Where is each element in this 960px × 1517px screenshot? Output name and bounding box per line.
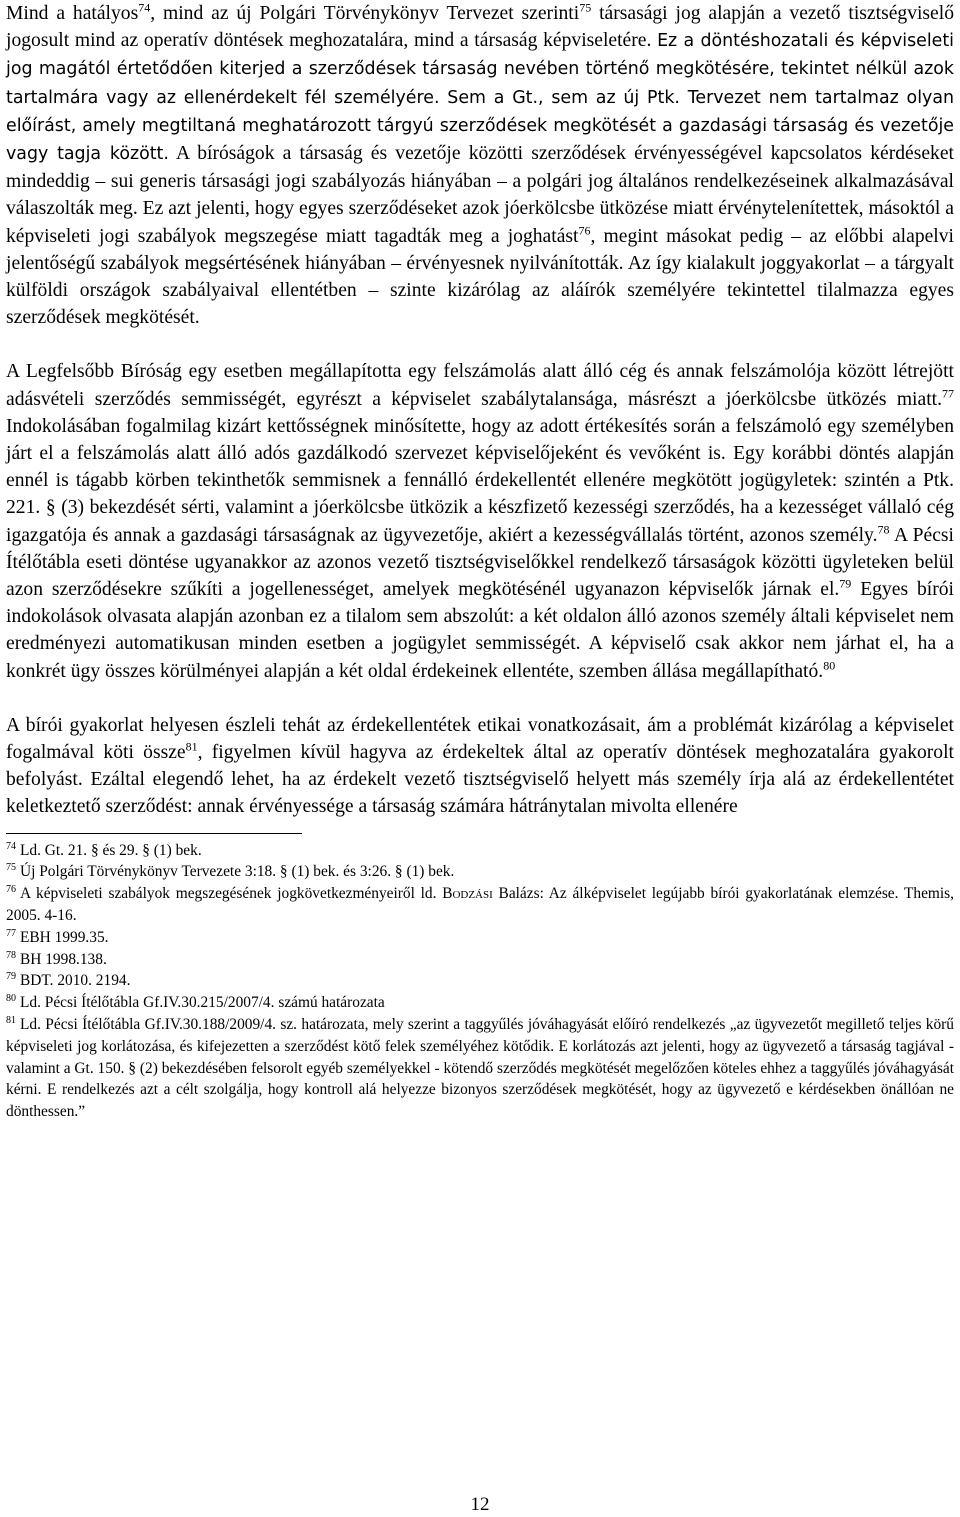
footnote-number: 74 — [6, 840, 16, 852]
footnote — [6, 1014, 954, 1123]
text-run: , mind az új Polgári Törvénykönyv Tervezet szerinti — [150, 3, 580, 24]
footnote-number: 80 — [6, 993, 16, 1005]
footnotes — [6, 840, 954, 1123]
text-run: A Pécsi Ítélőtábla eseti döntése ugyanakkor az azonos vezető tisztségviselőkkel rendelkező társaságok közötti ügyleteken belül azon szerződésekre szűkíti a jogellenességet, amelyek megkötésénél ugyanazon képviselők járnak el. — [6, 524, 954, 601]
paragraph — [6, 712, 954, 821]
footnote-reference[interactable]: 76 — [578, 223, 591, 238]
paragraph — [6, 0, 954, 331]
text-run: Tervezet nem tartalmaz olyan előírást, amely megtiltaná meghatározott tárgyú szerződések megkötését a gazdasági társaság és vezetője vagy tagja között. — [6, 87, 954, 165]
footnote — [6, 992, 954, 1014]
text-run: Ld. Pécsi Ítélőtábla Gf.IV.30.188/2009/4. sz. határozata, mely szerint a taggyűlés jóváhagyását előíró rendelkezés „az ügyvezetőt megillető teljes körű képviseleti jog korlátozása, és kifejezetten a szerződést kötő felek személyéhez kötődik. E korlátozás azt jelenti, hogy az ügyvezető a társaság tagjával - valamint a Gt. 150. § (2) bekezdésében felsorolt egyéb személyekkel - kötendő szerződés megkötését megelőzően köteles ehhez a taggyűlés jóváhagyását kérni. E rendelkezés azt a célt szolgálja, hogy kontroll alá helyezze bizonyos szerződések megkötését, hogy az ügyvezető e kérdésekben önállóan ne dönthessen.” — [6, 1016, 954, 1121]
text-run: Balázs: Az álképviselet legújabb bírói gyakorlatának elemzése. Themis, 2005. 4-16. — [6, 885, 954, 925]
footnote-reference[interactable]: 78 — [877, 522, 890, 537]
footnote — [6, 970, 954, 992]
text-run: Új Polgári Törvénykönyv Tervezete 3:18. § (1) bek. és 3:26. § (1) bek. — [20, 863, 455, 881]
text-run: A bíróságok a társaság és vezetője közötti szerződések érvényességével kapcsolatos kérdéseket mindeddig – sui generis társasági jogi szabályozás hiányában – a polgári jog általános rendelkezéseinek alkalmazásával válaszolták meg. Ez azt jelenti, hogy egyes szerződéseket azok jóerkölcsbe ütközése miatt érvénytelenítettek, másoktól a képviseleti jogi szabályok megszegése miatt tagadták meg a joghatást — [6, 143, 954, 247]
body-text — [6, 0, 954, 821]
text-run: Bodzási — [442, 885, 493, 903]
text-run: , figyelmen kívül hagyva az érdekeltek által az operatív döntések meghozatalára gyakorolt befolyást. Ezáltal elegendő lehet, ha az érdekelt vezető tisztségviselő helyett más személy írja alá az érdekellentétet keletkeztető szerződést: annak érvényessége a társaság számára hátránytalan mivolta ellenére — [6, 742, 954, 818]
footnote — [6, 861, 954, 883]
footnote-number: 75 — [6, 862, 16, 874]
text-run: BDT. 2010. 2194. — [20, 972, 131, 990]
footnote-number: 79 — [6, 971, 16, 983]
footnote-reference[interactable]: 79 — [839, 576, 852, 591]
text-run: A Legfelsőbb Bíróság egy esetben megállapította egy felszámolás alatt álló cég és annak felszámolója között létrejött adásvételi szerződés semmisségét, egyrészt a képviselet szabálytalansága, másrészt a jóerkölcsbe ütközés miatt. — [6, 361, 954, 410]
footnote-number: 78 — [6, 949, 16, 961]
footnote-reference[interactable]: 74 — [138, 0, 151, 15]
text-run: Ez a döntéshozatali és képviseleti jog magától értetődően kiterjed a szerződések társaság nevében történő megkötésére, tekintet nélkül azok tartalmára vagy az ellenérdekelt fél személyére. Sem a Gt., sem az új Ptk. — [6, 31, 955, 108]
footnote-number: 77 — [6, 927, 16, 939]
footnote-number: 76 — [6, 884, 16, 896]
footnote-separator — [6, 833, 302, 834]
footnote-reference[interactable]: 80 — [823, 658, 836, 673]
text-run: Mind a hatályos — [6, 3, 139, 24]
footnote — [6, 949, 954, 971]
text-run: A képviseleti szabályok megszegésének jogkövetkezményeiről ld. — [20, 885, 443, 903]
text-run: társasági jog alapján a vezető tisztségviselő jogosult mind az operatív döntések meghozatalára, mind a társaság képviseletére. — [6, 3, 954, 52]
footnote — [6, 840, 954, 862]
footnote-reference[interactable]: 77 — [942, 386, 954, 401]
footnote-reference[interactable]: 75 — [579, 0, 592, 15]
footnote-reference[interactable]: 81 — [185, 739, 198, 754]
text-run: A bírói gyakorlat helyesen észleli tehát az érdekellentétek etikai vonatkozásait, ám a problémát kizárólag a képviselet fogalmával köti össze — [6, 714, 954, 764]
footnote-number: 81 — [6, 1014, 16, 1026]
text-run: BH 1998.138. — [20, 950, 107, 968]
page-number: 12 — [470, 1494, 490, 1515]
paragraph — [6, 358, 954, 684]
text-run: , megint másokat pedig – az előbbi alapelvi jelentőségű szabályok megsértésének hiányában – érvényesnek nyilvánították. Az így kialakult joggyakorlat – a tárgyalt külföldi országok szabályaival ellentétben – szinte kizárólag az aláírók személyére tekintettel tilalmazza egyes szerződések megkötését. — [6, 225, 954, 329]
text-run: Indokolásában fogalmilag kizárt kettősségnek minősítette, hogy az adott értékesítés során a felszámoló egy személyben járt el a felszámolás alatt álló adós gazdálkodó szervezet képviselőjeként és vevőként is. Egy korábbi döntés alapján ennél is tágabb körben tekinthetők semmisnek a fennálló érdekellentét ellenére megkötött jogügyletek: szintén a Ptk. 221. § (3) bekezdését sérti, valamint a jóerkölcsbe ütközik a készfizető kezességi szerződés, ha a kezességet vállaló cég igazgatója és annak a gazdasági társaságnak az ügyvezetője, akiért a kezességvállalás történt, azonos személy. — [6, 415, 954, 546]
footnote — [6, 883, 954, 927]
text-run: EBH 1999.35. — [20, 928, 109, 946]
text-run: Ld. Pécsi Ítélőtábla Gf.IV.30.215/2007/4. számú határozata — [20, 994, 385, 1012]
text-run: Egyes bírói indokolások olvasata alapján azonban ez a tilalom sem abszolút: a két oldalon álló azonos személy általi képviselet nem eredményezi automatikusan minden esetben a jogügylet semmisségét. A képviselő csak akkor nem járhat el, ha a konkrét ügy összes körülményei alapján a két oldal érdekeinek ellentéte, szemben állása megállapítható. — [6, 579, 954, 682]
footnote — [6, 927, 954, 949]
text-run: Ld. Gt. 21. § és 29. § (1) bek. — [20, 841, 202, 859]
